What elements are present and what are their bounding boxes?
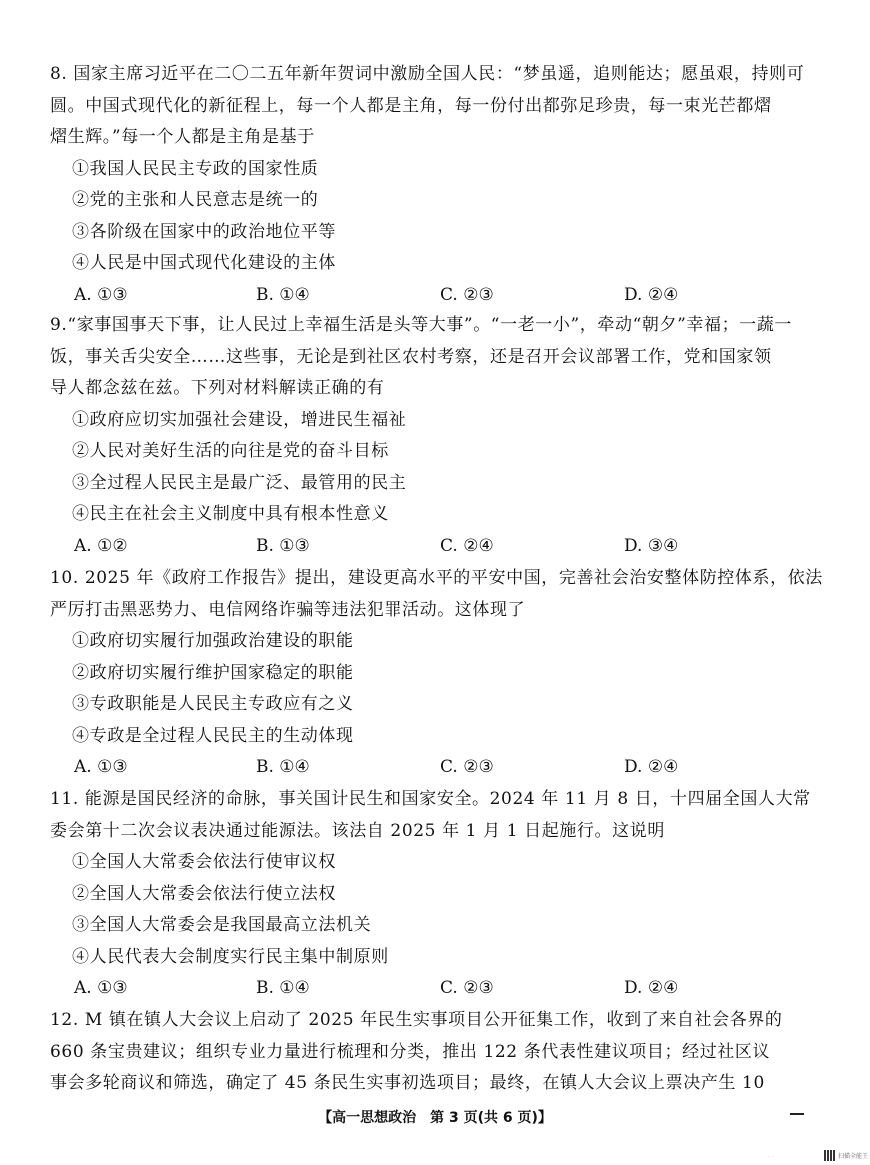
question-9 [50, 310, 820, 562]
question-stem-line: 12. M 镇在镇人大会议上启动了 2025 年民生实事项目公开征集工作，收到了来自社会各界的 [50, 1010, 783, 1030]
choice-a: A. ①② [74, 535, 128, 556]
statement-option: ①政府应切实加强社会建设，增进民生福祉 [72, 409, 407, 430]
question-stem-line: 饭，事关舌尖安全……这些事，无论是到社区农村考察，还是召开会议部署工作，党和国家领 [50, 346, 772, 367]
question-stem-line: 导人都念兹在兹。下列对材料解读正确的有 [50, 378, 385, 398]
statement-option: ②全国人大常委会依法行使立法权 [72, 883, 336, 904]
statement-option: ④民主在社会主义制度中具有根本性意义 [72, 504, 389, 524]
question-stem-line: 圆。中国式现代化的新征程上，每一个人都是主角，每一份付出都弥足珍贵，每一束光芒都熠 [50, 95, 772, 116]
statement-option: ①全国人大常委会依法行使审议权 [72, 852, 336, 872]
choice-a: A. ①③ [74, 757, 128, 777]
question-stem-line: 8. 国家主席习近平在二〇二五年新年贺词中激励全国人民：“梦虽遥，追则能达；愿虽艰，持则可 [50, 64, 805, 84]
statement-option: ③全国人大常委会是我国最高立法机关 [72, 915, 372, 935]
page-footer: 【高一思想政治 第 3 页(共 6 页)】 [318, 1110, 552, 1126]
statement-option: ①政府切实履行加强政治建设的职能 [72, 631, 354, 651]
question-stem-line: 熠生辉。”每一个人都是主角是基于 [50, 127, 315, 147]
question-stem-line: 事会多轮商议和筛选，确定了 45 条民生实事初选项目；最终，在镇人大会议上票决产生 10 [50, 1073, 765, 1093]
choice-c: C. ②③ [440, 757, 494, 777]
question-stem-line: 10. 2025 年《政府工作报告》提出，建设更高水平的平安中国，完善社会治安整体防控体系，依法 [50, 568, 823, 588]
faint-dots: · · [768, 1154, 774, 1161]
choice-d: D. ②④ [624, 757, 679, 777]
choice-c: C. ②③ [440, 978, 494, 998]
question-stem-line: 严厉打击黑恶势力、电信网络诈骗等违法犯罪活动。这体现了 [50, 599, 526, 620]
choice-b: B. ①④ [256, 757, 310, 777]
statement-option: ③各阶级在国家中的政治地位平等 [72, 221, 336, 242]
statement-option: ③专政职能是人民民主专政应有之义 [72, 694, 354, 714]
scanner-watermark [768, 1150, 869, 1162]
question-11 [50, 784, 820, 1005]
statement-option: ②人民对美好生活的向往是党的奋斗目标 [72, 441, 389, 461]
watermark-text: 扫描全能王 [838, 1153, 869, 1160]
answer-choices [50, 531, 820, 563]
choice-d: D. ②④ [624, 978, 679, 998]
qr-code-icon [824, 1150, 835, 1161]
answer-choices [50, 752, 820, 784]
choice-b: B. ①④ [256, 978, 310, 998]
choice-c: C. ②③ [440, 284, 494, 305]
question-stem-line: 660 条宝贵建议；组织专业力量进行梳理和分类，推出 122 条代表性建议项目；经过社区议 [50, 1041, 771, 1062]
question-stem-line: 9.“家事国事天下事，让人民过上幸福生活是头等大事”。“一老一小”，牵动“朝夕”幸福；一蔬一 [50, 315, 792, 335]
answer-choices [50, 973, 820, 1005]
answer-choices [50, 280, 820, 312]
footer-dash [790, 1113, 804, 1115]
question-10 [50, 563, 823, 784]
statement-option: ④人民是中国式现代化建设的主体 [72, 253, 336, 273]
statement-option: ②党的主张和人民意志是统一的 [72, 190, 319, 210]
question-stem-line: 11. 能源是国民经济的命脉，事关国计民生和国家安全。2024 年 11 月 8 日，十四届全国人大常 [50, 789, 811, 809]
choice-b: B. ①④ [256, 284, 310, 305]
choice-d: D. ②④ [624, 284, 679, 305]
question-8 [50, 59, 820, 311]
statement-option: ③全过程人民民主是最广泛、最管用的民主 [72, 472, 407, 493]
statement-option: ④人民代表大会制度实行民主集中制原则 [72, 946, 389, 967]
choice-c: C. ②④ [440, 535, 494, 556]
question-stem-line: 委会第十二次会议表决通过能源法。该法自 2025 年 1 月 1 日起施行。这说明 [50, 820, 665, 841]
choice-a: A. ①③ [74, 978, 128, 998]
statement-option: ②政府切实履行维护国家稳定的职能 [72, 662, 354, 683]
choice-b: B. ①③ [256, 535, 310, 556]
choice-a: A. ①③ [74, 284, 128, 305]
choice-d: D. ③④ [624, 535, 679, 556]
question-12 [50, 1005, 820, 1100]
statement-option: ④专政是全过程人民民主的生动体现 [72, 725, 354, 746]
statement-option: ①我国人民民主专政的国家性质 [72, 158, 319, 179]
